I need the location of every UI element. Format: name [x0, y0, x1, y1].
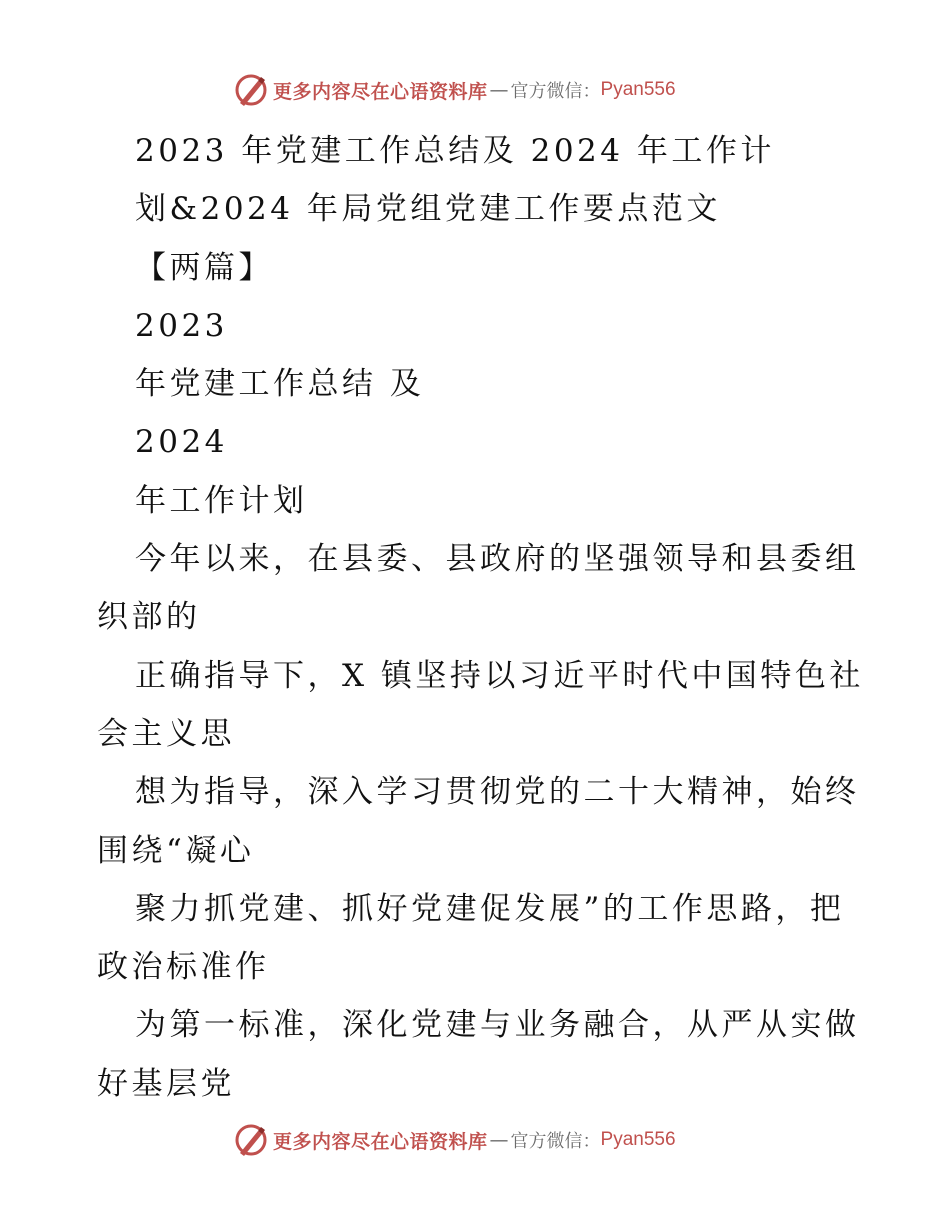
- banner-text: 更多内容尽在心语资料库: [273, 80, 488, 103]
- body-line: 围绕“凝心: [97, 832, 255, 869]
- banner-wechat-id: Pyan556: [600, 79, 676, 100]
- section-heading-year-next: 2024: [135, 424, 228, 461]
- section-heading-plan: 年工作计划: [135, 482, 308, 519]
- title-line-3: 【两篇】: [135, 249, 273, 286]
- body-line: 好基层党: [97, 1065, 235, 1102]
- body-line: 正确指导下，X 镇坚持以习近平时代中国特色社: [135, 657, 864, 694]
- body-line: 为第一标准，深化党建与业务融合，从严从实做: [135, 1007, 860, 1044]
- banner-wechat-label: 官方微信：: [510, 1131, 601, 1152]
- footer-banner: [233, 1120, 676, 1160]
- banner-text: 更多内容尽在心语资料库: [273, 1130, 488, 1153]
- title-line-1: 2023 年党建工作总结及 2024 年工作计: [135, 133, 775, 169]
- header-banner: [233, 70, 676, 110]
- section-heading-summary: 年党建工作总结 及: [135, 366, 425, 403]
- body-line: 会主义思: [97, 715, 235, 752]
- banner-dash: —: [489, 79, 509, 101]
- body-line: 聚力抓党建、抓好党建促发展”的工作思路，把: [135, 890, 845, 927]
- pen-circle-logo-icon: [233, 1122, 269, 1158]
- document-body: [97, 122, 877, 1113]
- body-line: 想为指导，深入学习贯彻党的二十大精神，始终: [135, 774, 860, 811]
- body-line: 今年以来，在县委、县政府的坚强领导和县委组: [135, 541, 860, 578]
- body-line: 织部的: [97, 599, 201, 636]
- title-line-2: 划&2024 年局党组党建工作要点范文: [135, 191, 721, 228]
- banner-wechat-label: 官方微信：: [510, 81, 601, 102]
- section-heading-year: 2023: [135, 307, 228, 344]
- banner-wechat-id: Pyan556: [600, 1129, 676, 1150]
- pen-circle-logo-icon: [233, 72, 269, 108]
- body-line: 政治标准作: [97, 949, 270, 986]
- banner-dash: —: [489, 1129, 509, 1151]
